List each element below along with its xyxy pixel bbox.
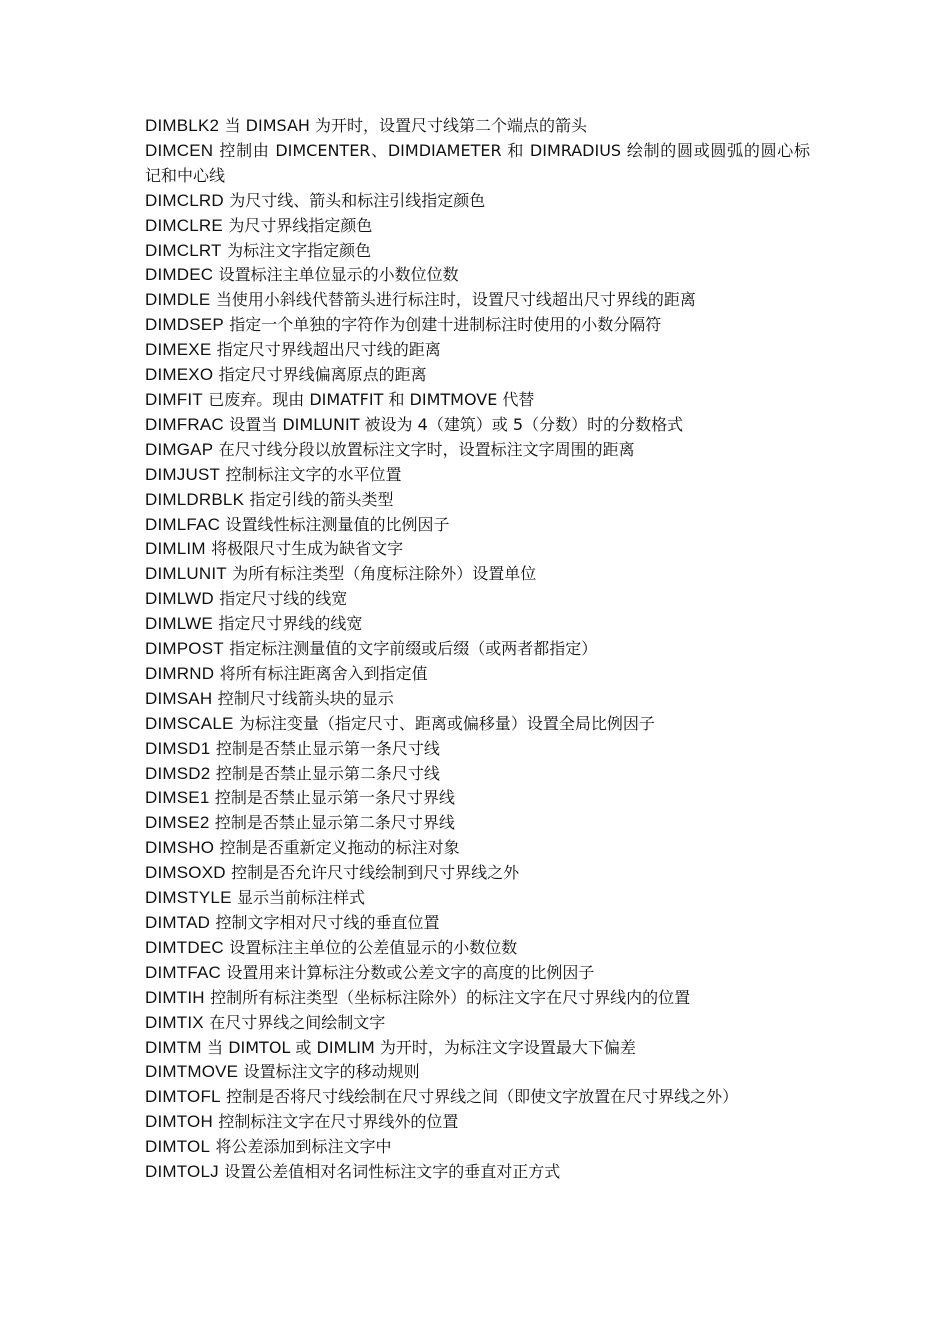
entry-dimlwd [145, 587, 810, 612]
entry-dimblk2 [145, 114, 810, 139]
entry-description: 将所有标注距离舍入到指定值 [219, 663, 428, 683]
entry-command: DIMTOLJ [145, 1162, 219, 1182]
entry-command: DIMFRAC [145, 414, 224, 434]
entry-dimtfac [145, 961, 810, 986]
entry-command: DIMTDEC [145, 937, 224, 957]
entry-dimsd1 [145, 737, 810, 762]
entry-command: DIMLWE [145, 614, 213, 634]
entry-description: 设置线性标注测量值的比例因子 [225, 514, 450, 534]
entry-command: DIMTM [145, 1037, 202, 1057]
entry-description: 设置标注主单位显示的小数位位数 [218, 265, 459, 285]
entry-dimsd2 [145, 762, 810, 787]
entry-command: DIMEXO [145, 365, 214, 385]
entry-description: 指定尺寸界线的线宽 [218, 614, 363, 634]
entry-command: DIMDEC [145, 265, 214, 285]
entry-dimlunit [145, 562, 810, 587]
entry-command: DIMLFAC [145, 514, 221, 534]
entry-dimgap [145, 438, 810, 463]
entry-dimexo [145, 363, 810, 388]
entry-command: DIMEXE [145, 340, 212, 360]
entry-dimtolj [145, 1160, 810, 1185]
entry-dimclre [145, 214, 810, 239]
entry-command: DIMSAH [145, 688, 213, 708]
entry-command: DIMCEN [145, 140, 214, 160]
entry-command: DIMLDRBLK [145, 489, 245, 509]
entry-command: DIMTOH [145, 1112, 213, 1132]
entry-command: DIMPOST [145, 639, 224, 659]
entry-dimtmove [145, 1060, 810, 1085]
entry-command: DIMSTYLE [145, 888, 232, 908]
entry-description: 当 DIMTOL 或 DIMLIM 为开时，为标注文字设置最大下偏差 [207, 1037, 636, 1057]
entry-description: 控制是否允许尺寸线绘制到尺寸界线之外 [231, 863, 520, 883]
entry-description: 设置用来计算标注分数或公差文字的高度的比例因子 [226, 962, 595, 982]
entry-command: DIMGAP [145, 439, 214, 459]
entry-command: DIMSOXD [145, 863, 226, 883]
entry-dimcen [145, 139, 810, 189]
entry-command: DIMSCALE [145, 713, 234, 733]
entry-description: 指定尺寸线的线宽 [219, 589, 348, 609]
entry-dimfrac [145, 413, 810, 438]
entry-command: DIMSHO [145, 838, 215, 858]
entry-dimlwe [145, 612, 810, 637]
entry-command: DIMJUST [145, 464, 221, 484]
entry-description: 将公差添加到标注文字中 [215, 1137, 392, 1157]
entry-dimse2 [145, 811, 810, 836]
entry-dimtoh [145, 1110, 810, 1135]
entry-dimtdec [145, 936, 810, 961]
entry-description: 指定引线的箭头类型 [249, 489, 394, 509]
document-page [145, 114, 810, 1185]
entry-dimtm [145, 1036, 810, 1061]
entry-description: 控制标注文字的水平位置 [225, 464, 402, 484]
entry-dimclrt [145, 239, 810, 264]
entry-dimjust [145, 463, 810, 488]
entry-dimsah [145, 687, 810, 712]
entry-description: 控制是否禁止显示第二条尺寸界线 [214, 813, 455, 833]
entry-description: 控制所有标注类型（坐标标注除外）的标注文字在尺寸界线内的位置 [210, 987, 691, 1007]
entry-command: DIMTOL [145, 1137, 211, 1157]
entry-command: DIMDSEP [145, 315, 224, 335]
entry-description: 控制是否禁止显示第二条尺寸线 [215, 763, 440, 783]
entry-command: DIMTOFL [145, 1087, 221, 1107]
entry-description: 指定一个单独的字符作为创建十进制标注时使用的小数分隔符 [229, 315, 662, 335]
entry-command: DIMSD2 [145, 763, 211, 783]
entry-dimtix [145, 1011, 810, 1036]
entry-description: 指定标注测量值的文字前缀或后缀（或两者都指定） [229, 639, 598, 659]
entry-dimlim [145, 537, 810, 562]
entry-description: 控制是否将尺寸线绘制在尺寸界线之间（即使文字放置在尺寸界线之外） [226, 1087, 739, 1107]
entry-command: DIMTIH [145, 987, 205, 1007]
entry-command: DIMCLRE [145, 215, 223, 235]
entry-command: DIMLIM [145, 539, 206, 559]
entry-dimtofl [145, 1085, 810, 1110]
entry-command: DIMCLRD [145, 190, 224, 210]
entry-dimsho [145, 836, 810, 861]
entry-dimfit [145, 388, 810, 413]
entry-dimtad [145, 911, 810, 936]
entry-command: DIMRND [145, 663, 215, 683]
entry-description: 为尺寸界线指定颜色 [228, 215, 373, 235]
entry-dimexe [145, 338, 810, 363]
entry-command: DIMTFAC [145, 962, 222, 982]
entry-command: DIMSE1 [145, 788, 210, 808]
entry-command: DIMBLK2 [145, 116, 220, 135]
entry-dimdle [145, 288, 810, 313]
entry-description: 控制由 DIMCENTER、DIMDIAMETER 和 DIMRADIUS 绘制的圆或圆弧的圆心标记和中心线 [145, 140, 810, 185]
entry-command: DIMSE2 [145, 813, 210, 833]
entry-description: 设置公差值相对名词性标注文字的垂直对正方式 [224, 1162, 561, 1182]
entry-dimdec [145, 263, 810, 288]
entry-description: 设置当 DIMLUNIT 被设为 4（建筑）或 5（分数）时的分数格式 [229, 414, 684, 434]
entry-description: 当使用小斜线代替箭头进行标注时，设置尺寸线超出尺寸界线的距离 [215, 290, 696, 310]
entry-description: 控制是否重新定义拖动的标注对象 [219, 838, 460, 858]
entry-dimlfac [145, 513, 810, 538]
entry-description: 在尺寸线分段以放置标注文字时，设置标注文字周围的距离 [218, 439, 635, 459]
entry-description: 为标注文字指定颜色 [227, 240, 372, 260]
entry-description: 控制尺寸线箭头块的显示 [217, 688, 394, 708]
entry-description: 控制标注文字在尺寸界线外的位置 [218, 1112, 459, 1132]
entry-description: 将极限尺寸生成为缺省文字 [211, 539, 404, 559]
entry-description: 为尺寸线、箭头和标注引线指定颜色 [229, 190, 486, 210]
entry-dimse1 [145, 786, 810, 811]
entry-command: DIMFIT [145, 389, 203, 409]
entry-dimtih [145, 986, 810, 1011]
entry-dimdsep [145, 313, 810, 338]
entry-dimpost [145, 637, 810, 662]
entry-description: 控制文字相对尺寸线的垂直位置 [215, 913, 440, 932]
entry-description: 为标注变量（指定尺寸、距离或偏移量）设置全局比例因子 [238, 713, 655, 733]
entry-dimsoxd [145, 861, 810, 886]
entry-dimclrd [145, 189, 810, 214]
entry-description: 设置标注文字的移动规则 [243, 1062, 420, 1082]
entry-command: DIMDLE [145, 290, 211, 310]
entry-description: 指定尺寸界线偏离原点的距离 [218, 365, 427, 385]
entry-description: 在尺寸界线之间绘制文字 [209, 1012, 386, 1032]
entry-dimstyle [145, 886, 810, 911]
entry-description: 当 DIMSAH 为开时，设置尺寸线第二个端点的箭头 [224, 116, 588, 135]
entry-dimldrblk [145, 488, 810, 513]
entry-description: 已废弃。现由 DIMATFIT 和 DIMTMOVE 代替 [208, 389, 535, 409]
entry-command: DIMLWD [145, 589, 214, 609]
entry-description: 指定尺寸界线超出尺寸线的距离 [216, 340, 441, 360]
entry-command: DIMTAD [145, 913, 211, 932]
entry-command: DIMTMOVE [145, 1062, 239, 1082]
entry-command: DIMLUNIT [145, 564, 227, 584]
entry-description: 设置标注主单位的公差值显示的小数位数 [229, 937, 518, 957]
entry-dimscale [145, 712, 810, 737]
entry-command: DIMCLRT [145, 240, 222, 260]
entry-description: 为所有标注类型（角度标注除外）设置单位 [232, 564, 537, 584]
entry-description: 显示当前标注样式 [237, 888, 366, 908]
entry-dimrnd [145, 662, 810, 687]
entry-description: 控制是否禁止显示第一条尺寸界线 [214, 788, 455, 808]
entry-dimtol [145, 1135, 810, 1160]
entry-command: DIMSD1 [145, 738, 211, 758]
entry-command: DIMTIX [145, 1012, 204, 1032]
entry-description: 控制是否禁止显示第一条尺寸线 [215, 738, 440, 758]
